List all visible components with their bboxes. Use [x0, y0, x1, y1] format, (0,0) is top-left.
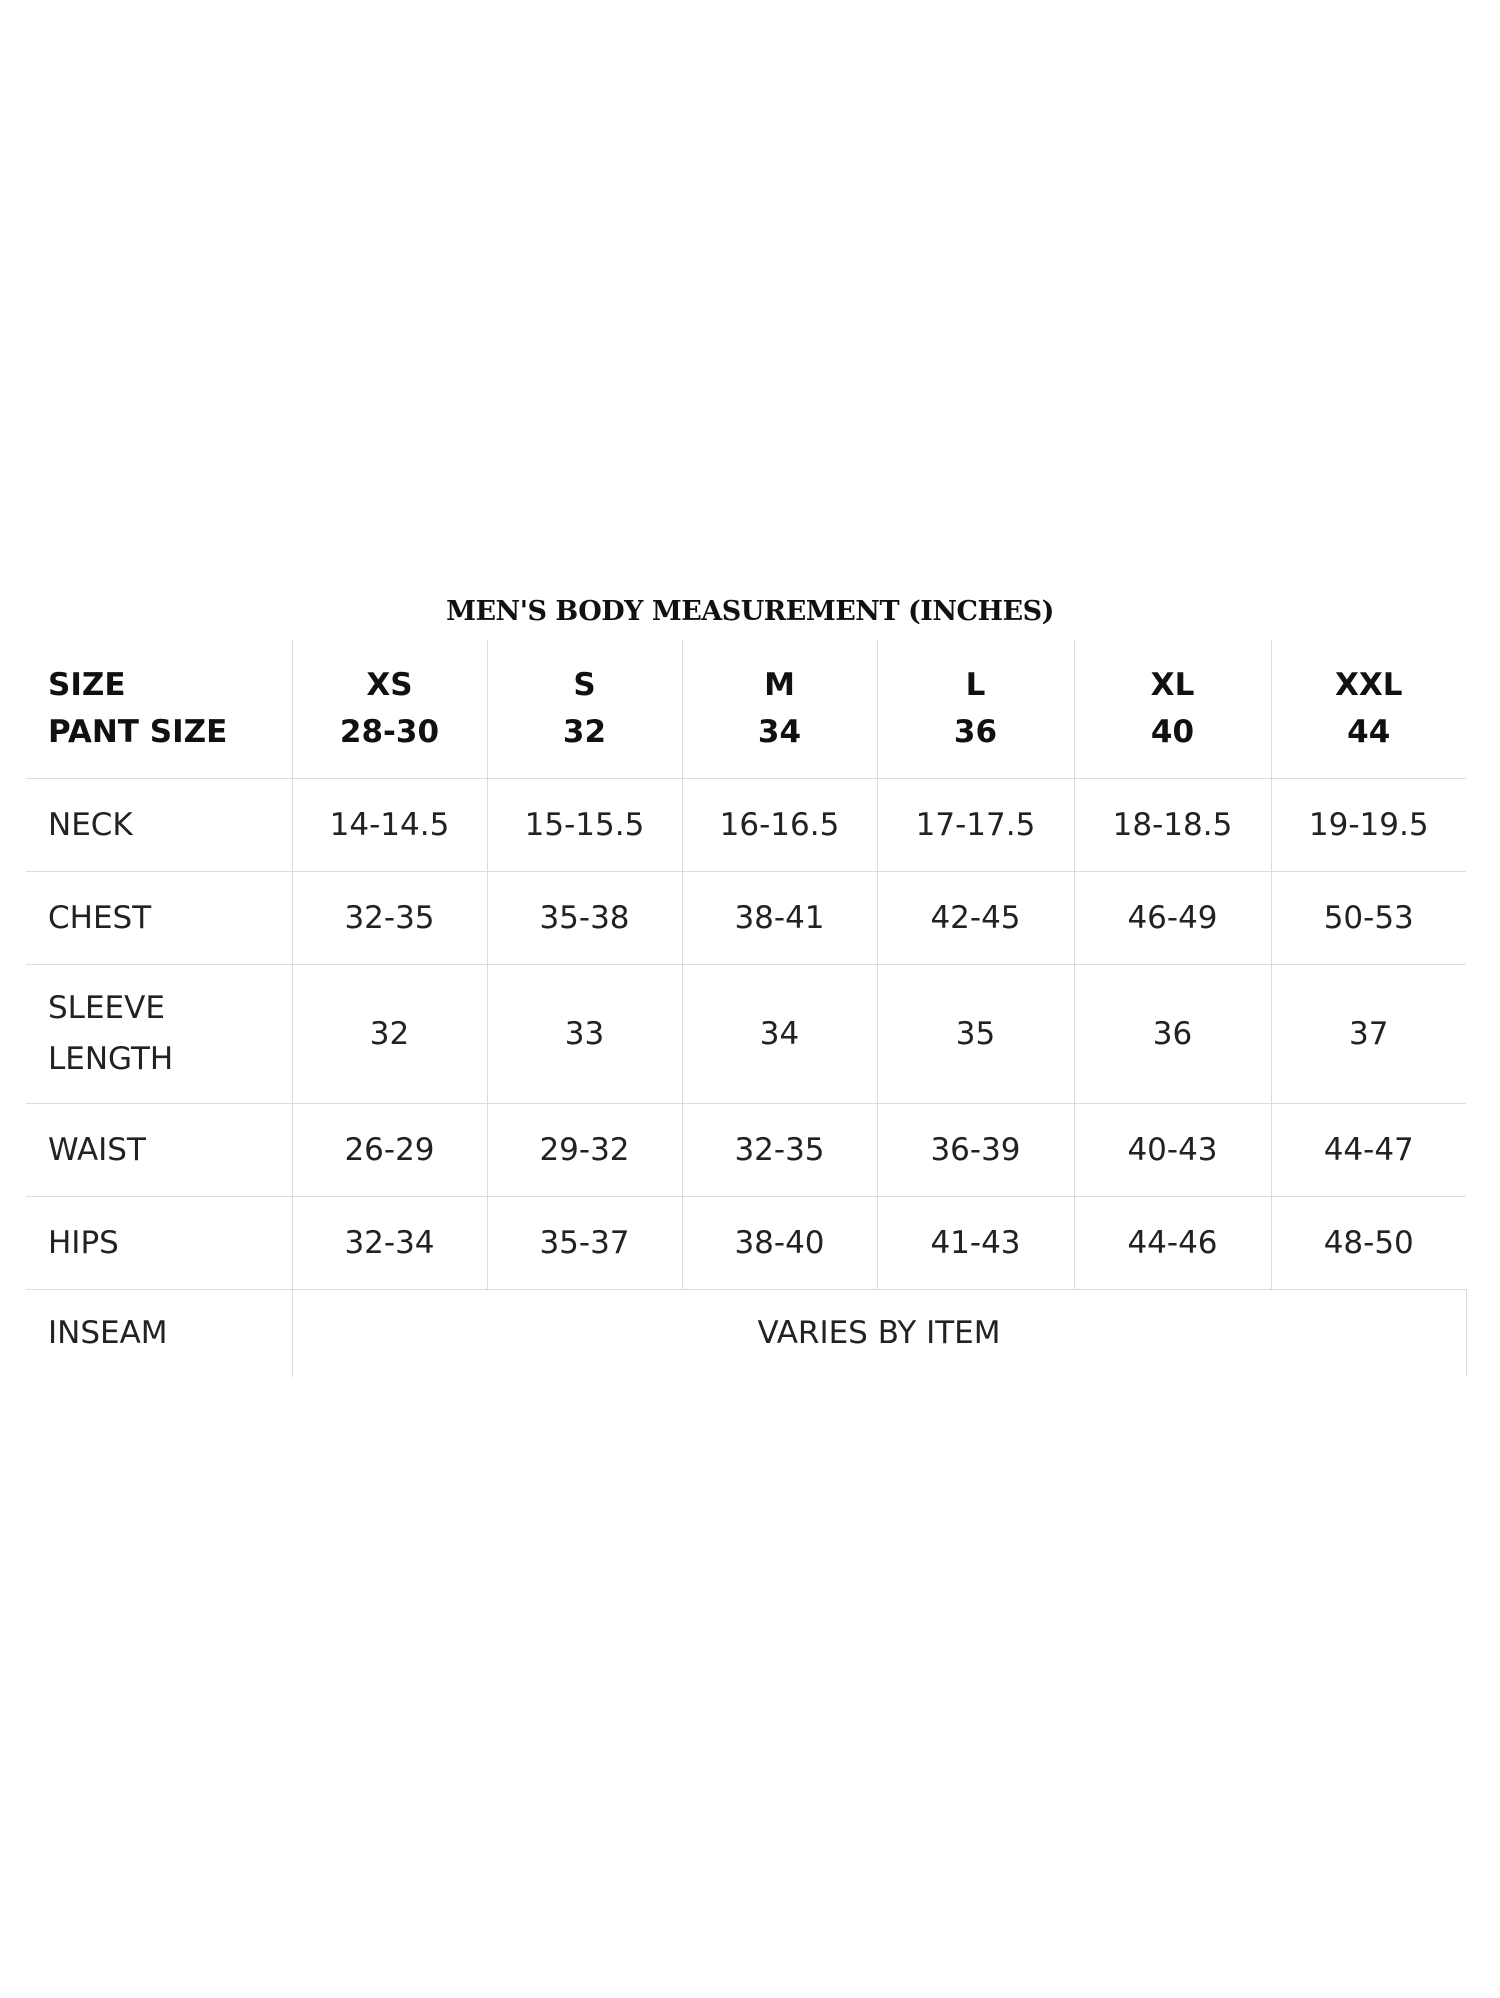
table-cell: 37 [1271, 964, 1466, 1103]
table-cell: 42-45 [877, 871, 1074, 964]
pant-size-value: 44 [1347, 713, 1391, 750]
table-row-sleeve-length [26, 964, 1466, 1103]
row-label: HIPS [26, 1196, 292, 1289]
table-cell: 32-35 [292, 871, 487, 964]
chart-title: MEN'S BODY MEASUREMENT (INCHES) [446, 596, 1054, 627]
size-name: XXL [1334, 666, 1403, 703]
table-cell: 32-34 [292, 1196, 487, 1289]
header-cell-xl [1074, 640, 1271, 778]
table-cell: 29-32 [487, 1103, 682, 1196]
table-cell: 48-50 [1271, 1196, 1466, 1289]
table-cell: 50-53 [1271, 871, 1466, 964]
row-label: INSEAM [26, 1289, 292, 1377]
header-cell-xs [292, 640, 487, 778]
row-label [26, 964, 292, 1103]
header-label-cell [26, 640, 292, 778]
table-cell: 38-41 [682, 871, 877, 964]
pant-size-value: 36 [953, 713, 998, 750]
table-cell: 35 [877, 964, 1074, 1103]
table-header-row [26, 640, 1466, 778]
table-row-chest [26, 871, 1466, 964]
table-row-waist [26, 1103, 1466, 1196]
size-label: SIZE [48, 666, 126, 703]
row-label-line: SLEEVE [48, 989, 165, 1026]
size-chart-table [26, 640, 1467, 1377]
row-label: WAIST [26, 1103, 292, 1196]
header-cell-m [682, 640, 877, 778]
table-cell: 38-40 [682, 1196, 877, 1289]
header-cell-xxl [1271, 640, 1466, 778]
table-cell: 46-49 [1074, 871, 1271, 964]
size-name: L [965, 666, 986, 703]
table-cell: 15-15.5 [487, 778, 682, 871]
table-cell: 40-43 [1074, 1103, 1271, 1196]
pant-size-value: 28-30 [339, 713, 440, 750]
pant-size-value: 32 [562, 713, 607, 750]
table-cell: 33 [487, 964, 682, 1103]
table-cell: 16-16.5 [682, 778, 877, 871]
table-cell: 32-35 [682, 1103, 877, 1196]
row-label: CHEST [26, 871, 292, 964]
pant-size-value: 40 [1150, 713, 1195, 750]
table-row-neck [26, 778, 1466, 871]
table-cell: 32 [292, 964, 487, 1103]
header-cell-l [877, 640, 1074, 778]
table-cell: 44-46 [1074, 1196, 1271, 1289]
table-cell: 18-18.5 [1074, 778, 1271, 871]
size-name: XS [366, 666, 413, 703]
table-cell: 44-47 [1271, 1103, 1466, 1196]
row-label-line: LENGTH [48, 1040, 174, 1077]
table-cell: 19-19.5 [1271, 778, 1466, 871]
table-cell: 41-43 [877, 1196, 1074, 1289]
table-row-hips [26, 1196, 1466, 1289]
pant-size-value: 34 [757, 713, 802, 750]
table-cell: 34 [682, 964, 877, 1103]
size-name: XL [1150, 666, 1195, 703]
size-name: S [573, 666, 596, 703]
row-label: NECK [26, 778, 292, 871]
inseam-value-cell: VARIES BY ITEM [292, 1289, 1466, 1377]
table-cell: 35-38 [487, 871, 682, 964]
header-cell-s [487, 640, 682, 778]
table-cell: 17-17.5 [877, 778, 1074, 871]
table-row-inseam [26, 1289, 1466, 1377]
table-cell: 14-14.5 [292, 778, 487, 871]
table-cell: 26-29 [292, 1103, 487, 1196]
pant-size-label: PANT SIZE [48, 713, 228, 750]
table-cell: 35-37 [487, 1196, 682, 1289]
table-cell: 36 [1074, 964, 1271, 1103]
table-cell: 36-39 [877, 1103, 1074, 1196]
size-name: M [764, 666, 795, 703]
